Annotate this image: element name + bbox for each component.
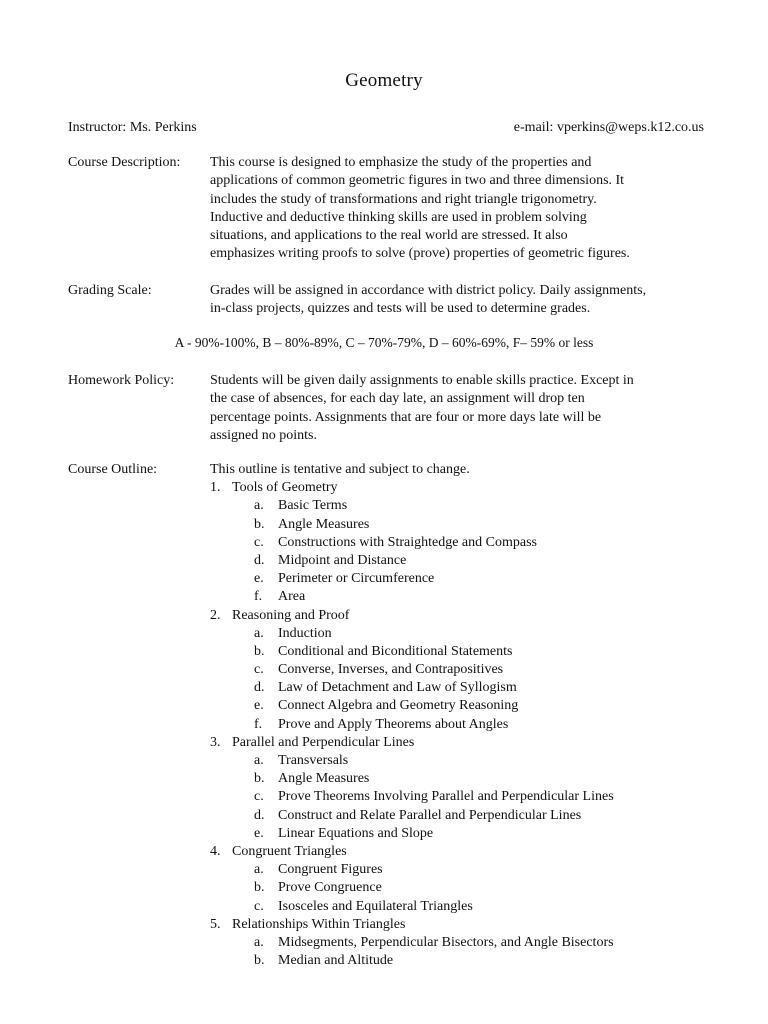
unit-title: Tools of Geometry bbox=[232, 480, 338, 496]
unit-title: Parallel and Perpendicular Lines bbox=[232, 734, 415, 750]
item-letter: d. bbox=[254, 552, 265, 568]
outline-unit bbox=[210, 916, 470, 934]
outline-item bbox=[210, 807, 582, 825]
outline-item bbox=[210, 825, 470, 843]
unit-number: 5. bbox=[210, 916, 221, 932]
outline-intro bbox=[210, 461, 470, 479]
description-line: applications of common geometric figures in two and three dimensions. It bbox=[210, 173, 625, 189]
item-letter: a. bbox=[254, 934, 264, 950]
item-text: Construct and Relate Parallel and Perpendicular Lines bbox=[278, 807, 582, 823]
outline-unit bbox=[210, 843, 470, 861]
outline-item bbox=[210, 879, 470, 897]
outline-item bbox=[210, 643, 513, 661]
item-letter: d. bbox=[254, 680, 265, 696]
item-letter: e. bbox=[254, 825, 264, 841]
course-description-text bbox=[210, 154, 630, 264]
item-letter: a. bbox=[254, 498, 264, 514]
instructor-line: Instructor: Ms. Perkins bbox=[68, 120, 197, 135]
item-letter: b. bbox=[254, 880, 265, 896]
item-letter: f. bbox=[254, 589, 263, 605]
item-text: Conditional and Biconditional Statements bbox=[278, 643, 513, 659]
item-text: Perimeter or Circumference bbox=[278, 571, 435, 587]
outline-item bbox=[210, 716, 509, 734]
outline-intro-text: This outline is tentative and subject to change. bbox=[210, 462, 470, 477]
outline-item bbox=[210, 661, 504, 679]
description-line: includes the study of transformations and right triangle trigonometry. bbox=[210, 191, 597, 207]
item-letter: d. bbox=[254, 807, 265, 823]
item-text: Median and Altitude bbox=[278, 953, 394, 969]
homework-line: assigned no points. bbox=[210, 427, 317, 443]
item-letter: e. bbox=[254, 698, 264, 714]
outline-item bbox=[210, 952, 470, 970]
item-text: Prove Theorems Involving Parallel and Perpendicular Lines bbox=[278, 789, 614, 805]
grade-scale: A - 90%-100%, B – 80%-89%, C – 70%-79%, D – 60%-69%, F– 59% or less bbox=[174, 335, 594, 350]
outline-item bbox=[210, 516, 470, 534]
item-letter: b. bbox=[254, 643, 265, 659]
description-line: This course is designed to emphasize the study of the properties and bbox=[210, 155, 592, 170]
item-letter: a. bbox=[254, 625, 264, 641]
item-letter: a. bbox=[254, 753, 264, 768]
homework-line: Students will be given daily assignments to enable skills practice. Except in bbox=[210, 373, 634, 388]
unit-title: Relationships Within Triangles bbox=[232, 916, 406, 932]
item-text: Area bbox=[278, 589, 306, 605]
homework-text bbox=[210, 372, 634, 445]
item-text: Prove and Apply Theorems about Angles bbox=[278, 716, 509, 732]
unit-number: 1. bbox=[210, 480, 221, 496]
outline-item bbox=[210, 625, 470, 643]
course-outline bbox=[210, 461, 614, 970]
grading-line: Grades will be assigned in accordance with district policy. Daily assignments, bbox=[210, 283, 647, 298]
outline-item bbox=[210, 788, 614, 806]
item-letter: f. bbox=[254, 716, 263, 732]
homework-policy-label: Homework Policy: bbox=[68, 373, 175, 388]
outline-item bbox=[210, 497, 470, 515]
item-text: Law of Detachment and Law of Syllogism bbox=[278, 680, 517, 696]
item-letter: b. bbox=[254, 953, 265, 969]
outline-item bbox=[210, 552, 470, 570]
outline-item bbox=[210, 697, 519, 715]
unit-number: 3. bbox=[210, 734, 221, 750]
item-text: Congruent Figures bbox=[278, 862, 383, 878]
outline-unit bbox=[210, 607, 470, 625]
unit-number: 2. bbox=[210, 607, 221, 623]
course-description-label: Course Description: bbox=[68, 155, 181, 170]
item-text: Midsegments, Perpendicular Bisectors, and Angle Bisectors bbox=[278, 934, 614, 950]
item-text: Basic Terms bbox=[278, 498, 348, 514]
unit-number: 4. bbox=[210, 843, 221, 859]
outline-item bbox=[210, 679, 517, 697]
item-letter: e. bbox=[254, 571, 264, 587]
item-letter: c. bbox=[254, 534, 264, 550]
item-letter: b. bbox=[254, 771, 265, 787]
item-letter: c. bbox=[254, 789, 264, 805]
item-text: Angle Measures bbox=[278, 516, 370, 532]
unit-title: Reasoning and Proof bbox=[232, 607, 350, 623]
outline-item bbox=[210, 534, 537, 552]
homework-line: the case of absences, for each day late, an assignment will drop ten bbox=[210, 391, 585, 407]
item-text: Induction bbox=[278, 625, 332, 641]
homework-line: percentage points. Assignments that are four or more days late will be bbox=[210, 409, 602, 425]
course-outline-label: Course Outline: bbox=[68, 462, 158, 477]
email-line: e-mail: vperkins@weps.k12.co.us bbox=[513, 120, 704, 135]
item-text: Linear Equations and Slope bbox=[278, 825, 434, 841]
outline-item bbox=[210, 861, 470, 879]
description-line: Inductive and deductive thinking skills are used in problem solving bbox=[210, 209, 587, 225]
outline-unit bbox=[210, 734, 470, 752]
description-line: situations, and applications to the real world are stressed. It also bbox=[210, 228, 568, 244]
outline-item bbox=[210, 570, 470, 588]
outline-item bbox=[210, 934, 614, 952]
item-text: Isosceles and Equilateral Triangles bbox=[278, 898, 473, 914]
outline-item bbox=[210, 898, 473, 916]
item-letter: c. bbox=[254, 898, 264, 914]
item-letter: b. bbox=[254, 516, 265, 532]
grading-line: in-class projects, quizzes and tests will be used to determine grades. bbox=[210, 301, 591, 317]
grading-scale-label: Grading Scale: bbox=[68, 283, 152, 298]
unit-title: Congruent Triangles bbox=[232, 843, 347, 859]
outline-item bbox=[210, 588, 470, 606]
item-letter: c. bbox=[254, 662, 264, 678]
item-text: Constructions with Straightedge and Compass bbox=[278, 534, 537, 550]
grading-text bbox=[210, 282, 646, 319]
page-title: Geometry bbox=[345, 70, 423, 91]
outline-item bbox=[210, 752, 470, 770]
item-text: Midpoint and Distance bbox=[278, 552, 407, 568]
item-text: Prove Congruence bbox=[278, 880, 382, 896]
item-text: Connect Algebra and Geometry Reasoning bbox=[278, 698, 519, 714]
outline-item bbox=[210, 770, 470, 788]
description-line: emphasizes writing proofs to solve (prove) properties of geometric figures. bbox=[210, 246, 630, 262]
outline-unit bbox=[210, 479, 470, 497]
item-text: Angle Measures bbox=[278, 771, 370, 787]
item-text: Converse, Inverses, and Contrapositives bbox=[278, 662, 504, 678]
item-text: Transversals bbox=[278, 753, 349, 768]
item-letter: a. bbox=[254, 862, 264, 878]
